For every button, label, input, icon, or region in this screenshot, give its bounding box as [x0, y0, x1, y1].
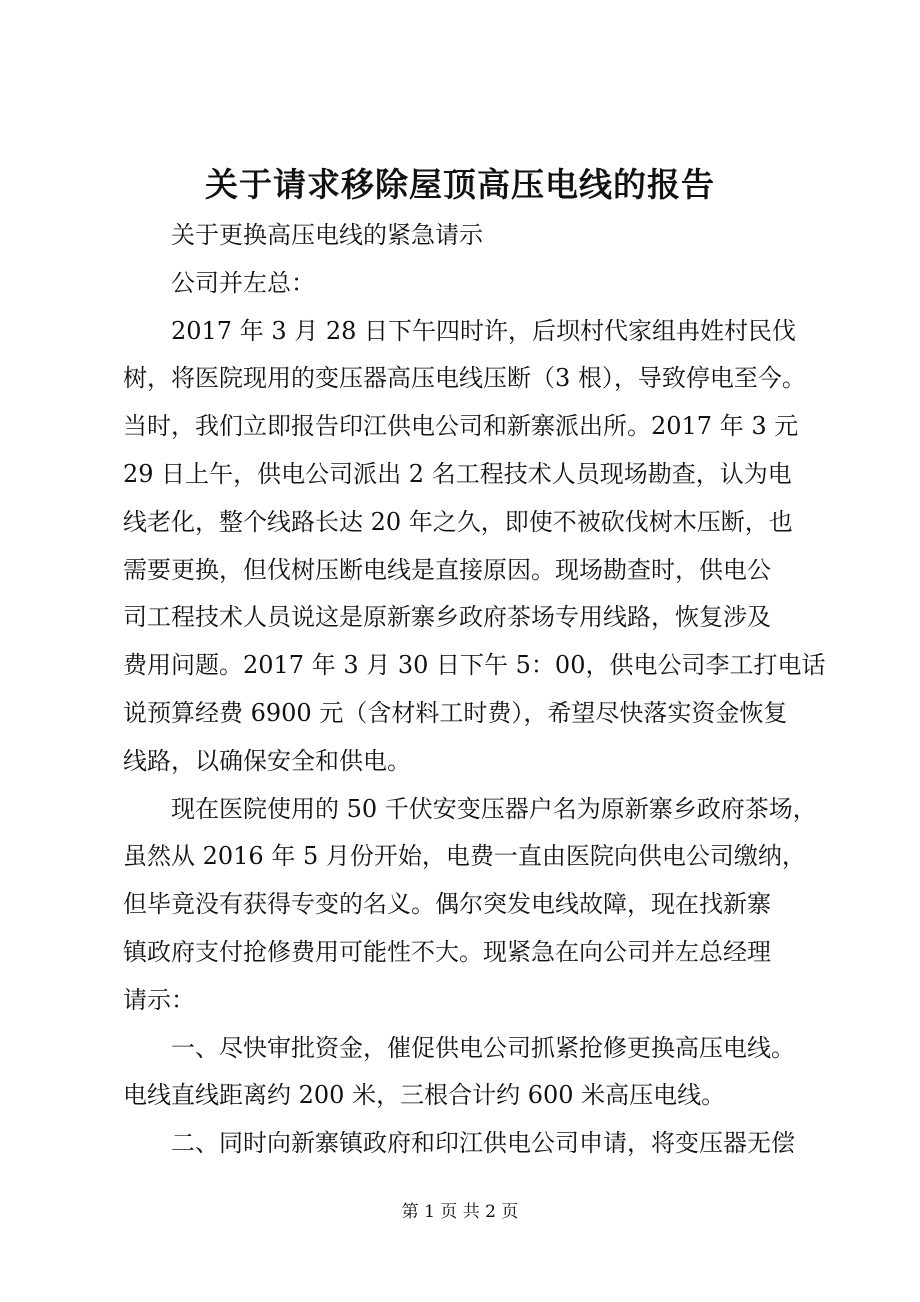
body-line: 需要更换，但伐树压断电线是直接原因。现场勘查时，供电公 — [123, 555, 771, 584]
body-line: 2017 年 3 月 28 日下午四时许，后坝村代家组冉姓村民伐 — [171, 316, 797, 345]
body-line: 费用问题。2017 年 3 月 30 日下午 5：00，供电公司李工打电话 — [123, 651, 826, 680]
body-line: 线路，以确保安全和供电。 — [123, 746, 411, 775]
document-title: 关于请求移除屋顶高压电线的报告 — [205, 165, 715, 204]
body-line: 虽然从 2016 年 5 月份开始，电费一直由医院向供电公司缴纳， — [123, 842, 806, 871]
body-line: 29 日上午，供电公司派出 2 名工程技术人员现场勘查，认为电 — [123, 459, 792, 488]
body-line: 说预算经费 6900 元（含材料工时费），希望尽快落实资金恢复 — [123, 698, 788, 727]
body-line: 请示： — [123, 985, 195, 1014]
body-line: 司工程技术人员说这是原新寨乡政府茶场专用线路，恢复涉及 — [123, 603, 771, 632]
body-line: 关于更换高压电线的紧急请示 — [171, 221, 483, 249]
body-line: 但毕竟没有获得专变的名义。偶尔突发电线故障，现在找新寨 — [123, 890, 771, 919]
body-line: 树，将医院现用的变压器高压电线压断（3 根），导致停电至今。 — [123, 364, 806, 393]
body-line: 现在医院使用的 50 千伏安变压器户名为原新寨乡政府茶场， — [171, 794, 817, 823]
body-line: 电线直线距离约 200 米，三根合计约 600 米高压电线。 — [123, 1081, 726, 1110]
body-line: 线老化，整个线路长达 20 年之久，即使不被砍伐树木压断，也 — [123, 507, 793, 536]
body-line: 公司并左总： — [171, 268, 315, 297]
document-body — [123, 212, 826, 1168]
body-line: 当时，我们立即报告印江供电公司和新寨派出所。2017 年 3 元 — [123, 412, 799, 441]
body-line: 二、同时向新寨镇政府和印江供电公司申请，将变压器无偿 — [171, 1129, 795, 1158]
body-line: 镇政府支付抢修费用可能性不大。现紧急在向公司并左总经理 — [123, 937, 771, 966]
page-number-footer: 第 1 页 共 2 页 — [401, 1202, 519, 1222]
body-line: 一、尽快审批资金，催促供电公司抓紧抢修更换高压电线。 — [171, 1033, 795, 1062]
